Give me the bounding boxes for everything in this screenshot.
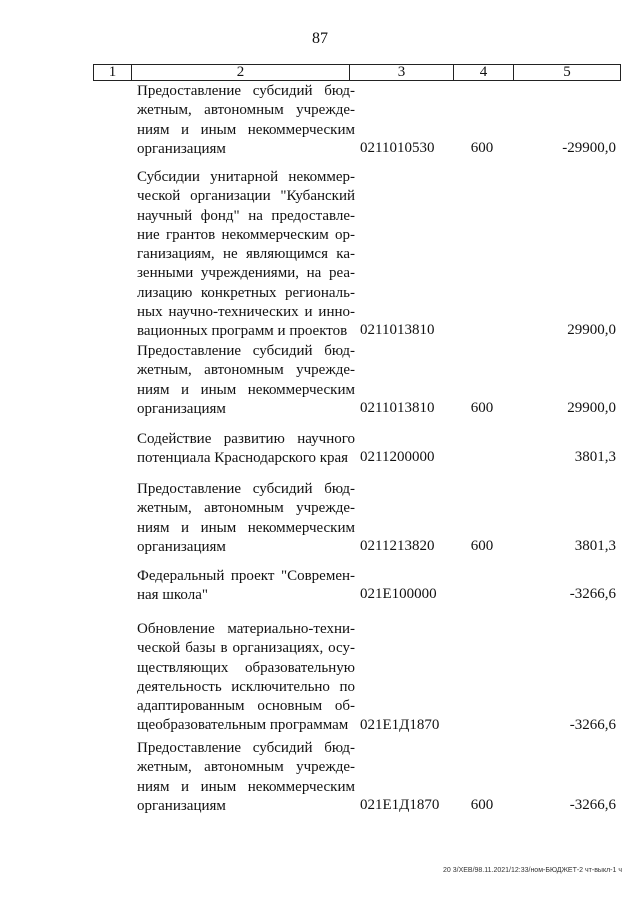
description-line: ная школа"	[137, 587, 208, 604]
row-expense-type: 600	[470, 796, 494, 813]
description-line: ганизациям, не являющимся ка-	[137, 246, 355, 263]
row-code: 0211010530	[360, 139, 435, 156]
row-amount: -3266,6	[569, 716, 616, 733]
row-description	[137, 342, 355, 419]
row-description	[137, 430, 355, 469]
description-line: щеобразовательным программам	[137, 717, 349, 734]
row-code: 021Е1Д1870	[360, 796, 440, 813]
description-line: ниям и иным некоммерческим	[137, 121, 355, 138]
page-number: 87	[312, 30, 328, 47]
description-line: Предоставление субсидий бюд-	[137, 83, 355, 99]
description-line: лизацию конкретных региональ-	[137, 284, 355, 301]
description-line: Содействие развитию научного	[137, 431, 355, 447]
description-line: Предоставление субсидий бюд-	[137, 343, 355, 359]
description-line: зенными учреждениями, на реа-	[137, 265, 355, 282]
row-description	[137, 620, 355, 736]
description-line: Субсидии унитарной некоммер-	[137, 169, 355, 185]
row-code: 0211200000	[360, 449, 435, 466]
description-line: ществляющих образовательную	[137, 659, 355, 676]
header-cell-2: 2	[131, 64, 349, 81]
header-cell-1: 1	[93, 64, 131, 81]
row-amount: -3266,6	[569, 796, 616, 813]
description-line: ниям и иным некоммерческим	[137, 778, 355, 795]
row-amount: -3266,6	[569, 586, 616, 603]
row-expense-type: 600	[470, 537, 494, 554]
footer-note: 20 3/ХЕВ/98.11.2021/12:33/ном-БЮДЖЕТ-2 чт-выкл-1 ч	[443, 867, 622, 874]
description-line: Федеральный проект "Современ-	[137, 568, 355, 584]
row-amount: 3801,3	[574, 537, 616, 554]
row-code: 021Е1Д1870	[360, 716, 440, 733]
table-header-row	[93, 64, 621, 81]
description-line: жетным, автономным учрежде-	[137, 500, 355, 517]
description-line: деятельность исключительно по	[137, 678, 355, 695]
description-line: ческой организации "Кубанский	[137, 188, 355, 205]
row-amount: -29900,0	[562, 139, 616, 156]
row-description	[137, 168, 355, 342]
row-description	[137, 82, 355, 159]
description-line: организациям	[137, 140, 226, 157]
row-code: 0211013810	[360, 399, 435, 416]
description-line: Предоставление субсидий бюд-	[137, 481, 355, 497]
row-code: 021E100000	[360, 586, 437, 603]
header-cell-4: 4	[453, 64, 513, 81]
header-cell-3: 3	[349, 64, 453, 81]
row-amount: 29900,0	[567, 322, 616, 339]
row-expense-type: 600	[470, 399, 494, 416]
description-line: жетным, автономным учрежде-	[137, 759, 355, 776]
row-description	[137, 567, 355, 606]
description-line: ние грантов некоммерческим ор-	[137, 226, 355, 243]
description-line: потенциала Краснодарского края	[137, 450, 349, 467]
row-code: 0211213820	[360, 537, 435, 554]
description-line: организациям	[137, 797, 226, 814]
description-line: адаптированным основным об-	[137, 698, 355, 715]
description-line: ных научно-технических и инно-	[137, 304, 355, 321]
row-expense-type: 600	[470, 139, 494, 156]
row-description	[137, 739, 355, 816]
header-cell-5: 5	[513, 64, 621, 81]
description-line: научный фонд" на предоставле-	[137, 207, 355, 224]
description-line: вационных программ и проектов	[137, 323, 348, 340]
description-line: Обновление материально-техни-	[137, 621, 355, 637]
description-line: Предоставление субсидий бюд-	[137, 740, 355, 756]
row-code: 0211013810	[360, 322, 435, 339]
description-line: жетным, автономным учрежде-	[137, 362, 355, 379]
description-line: организациям	[137, 538, 226, 555]
description-line: ниям и иным некоммерческим	[137, 519, 355, 536]
description-line: ниям и иным некоммерческим	[137, 381, 355, 398]
description-line: ческой базы в организациях, осу-	[137, 640, 355, 657]
row-description	[137, 480, 355, 557]
row-amount: 3801,3	[574, 449, 616, 466]
row-amount: 29900,0	[567, 399, 616, 416]
description-line: организациям	[137, 400, 226, 417]
description-line: жетным, автономным учрежде-	[137, 102, 355, 119]
